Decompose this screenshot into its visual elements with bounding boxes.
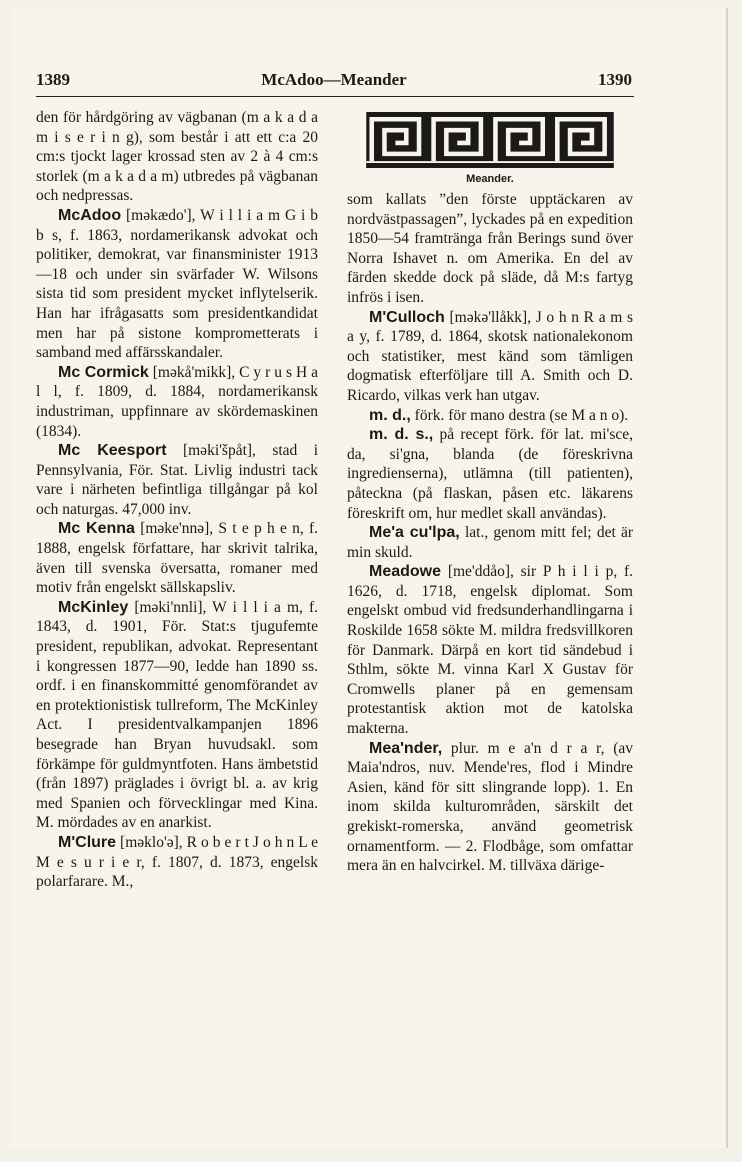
entry-md xyxy=(347,406,633,426)
headword: Mc Kenna xyxy=(58,520,135,538)
meander-ornament-image xyxy=(354,112,626,168)
entry-text: [məklo'ə], R o b e r t J o h n L e M e s u r i e r, f. 1807, d. 1873, engelsk polarfarare. M., xyxy=(36,833,319,891)
headword: m. d., xyxy=(369,406,411,424)
right-column xyxy=(347,112,633,876)
entry-mc-keesport xyxy=(36,441,318,519)
entry-text: [məkædo'], W i l l i a m G i b b s, f. 1863, nordamerikansk advokat och politiker, demokrat, var finansminister 1913—18 och under sin svärfader W. Wilsons sista tid som president mycket inflytelserik. Han har ifrågasatts som presidentkandidat men har på sistone komprometterats i samband med affärsskandaler. xyxy=(36,206,319,362)
meander-figure xyxy=(347,112,633,190)
entry-text: den för hårdgöring av vägbanan (m a k a d a m i s e r i n g), som består i att ett c:a 20 cm:s tjockt lager krossad sten av 2 à 4 cm:s storlek (m a k a d a m) utbredes på vägbanan och nedpressas. xyxy=(36,109,318,205)
entry-meander xyxy=(347,739,633,876)
page-number-left: 1389 xyxy=(36,70,70,89)
entry-mea-culpa xyxy=(347,523,633,562)
figure-caption: Meander. xyxy=(466,173,514,186)
headword: m. d. s., xyxy=(369,426,434,444)
entry-0 xyxy=(36,108,318,206)
entry-mc-cormick xyxy=(36,363,318,441)
entry-meadowe xyxy=(347,562,633,738)
entry-text: [məke'nnə], S t e p h e n, f. 1888, engelsk författare, har skrivit talrika, även till svenska översatta, romaner med motiv från engelskt sällskapsliv. xyxy=(36,520,318,597)
left-column xyxy=(36,108,318,892)
entry-continuation xyxy=(347,190,633,308)
headword: Me'a cu'lpa, xyxy=(369,524,460,542)
entry-text: [məkə'llåkk], J o h n R a m s a y, f. 1789, d. 1864, skotsk nationalekonom och statistiker, mest känd som tämligen dogmatisk efterföljare till A. Smith och D. Ricardo, vilkas verk han utgav. xyxy=(347,308,634,404)
headword: Meadowe xyxy=(369,563,442,581)
entry-text: [məki'špåt], stad i Pennsylvania, För. Stat. Livlig industri tack vare i närheten befintliga tillgångar på kol och naturgas. 47,000 inv. xyxy=(36,442,318,518)
entry-text: [məki'nnli], W i l l i a m, f. 1843, d. 1901, För. Stat:s tjugufemte president, republikan, advokat. Representant i kongressen 1877—90, ledde han 1890 ss. ordf. i en finanskommitté genomförandet av en protektionistisk tullreform, The McKinley Act. I presidentvalkampanjen 1896 besegrade han Bryan huvudsakl. som förkämpe för guldmyntfoten. Hans ämbetstid (från 1897) präglades i övrigt bl. a. av krig med Spanien och förvecklingar med Kina. M. mördades av en anarkist. xyxy=(36,598,318,832)
header-rule xyxy=(36,96,634,97)
entry-mckinley xyxy=(36,598,318,833)
running-header xyxy=(36,68,632,92)
entry-text: förk. för mano destra (se M a n o). xyxy=(414,406,629,424)
entry-mcadoo xyxy=(36,206,318,363)
entry-mc-kenna xyxy=(36,519,318,597)
headword: M'Clure xyxy=(58,833,117,851)
entry-text: som kallats ”den förste upptäckaren av nordvästpassagen”, lyckades på en expedition 1850—54 framtränga från Berings sund över Norra Ishavet n. om Amerika. En del av färden skedde dock på släde, då M:s fartyg infrös i isen. xyxy=(347,191,633,306)
headword: Mea'nder, xyxy=(369,739,443,757)
entry-text: [məkå'mikk], C y r u s H a l l, f. 1809, d. 1884, nordamerikansk industriman, uppfinnare av skördemaskinen (1834). xyxy=(36,363,318,440)
headword: Mc Cormick xyxy=(58,363,149,381)
entry-mds xyxy=(347,425,633,523)
entry-text: plur. m e a'n d r a r, (av Maia'ndros, nuv. Mende'res, flod i Mindre Asien, känd för sitt slingrande lopp). 1. En inom skilda kulturområden, särskilt det grekiskt-romerska, använd geometrisk ornamentform. — 2. Flodbåge, som omfattar mera än en halvcirkel. M. tillväxa därige- xyxy=(347,739,633,875)
entry-text: på recept förk. för lat. mi'sce, da, si'gna, blanda (de föreskrivna ingredienserna), utlämna (till patienten), påteckna (på flaskan, påsen etc. läkarens föreskrift om, hur medlet skall användas). xyxy=(347,426,633,522)
page-number-right: 1390 xyxy=(597,70,632,89)
entry-text: lat., genom mitt fel; det är min skuld. xyxy=(347,524,633,561)
running-title: McAdoo—Meander xyxy=(261,70,407,89)
headword: McAdoo xyxy=(58,206,122,224)
entry-text: [me'ddåo], sir P h i l i p, f. 1626, d. 1718, engelsk diplomat. Som engelskt ombud vid fredsunderhandlingarna i Roskilde 1658 sökte M. mildra fredsvillkoren för Danmark. Därpå en kort tid sändebud i Sthlm, sökte M. vinna Karl X Gustav för Cromwells planer på en gemensam protestantisk aktion mot de katolska makterna. xyxy=(347,563,634,738)
headword: M'Culloch xyxy=(369,308,445,326)
entry-mclure xyxy=(36,833,318,892)
headword: Mc Keesport xyxy=(58,442,167,460)
headword: McKinley xyxy=(58,598,129,616)
entry-mculloch xyxy=(347,308,633,406)
